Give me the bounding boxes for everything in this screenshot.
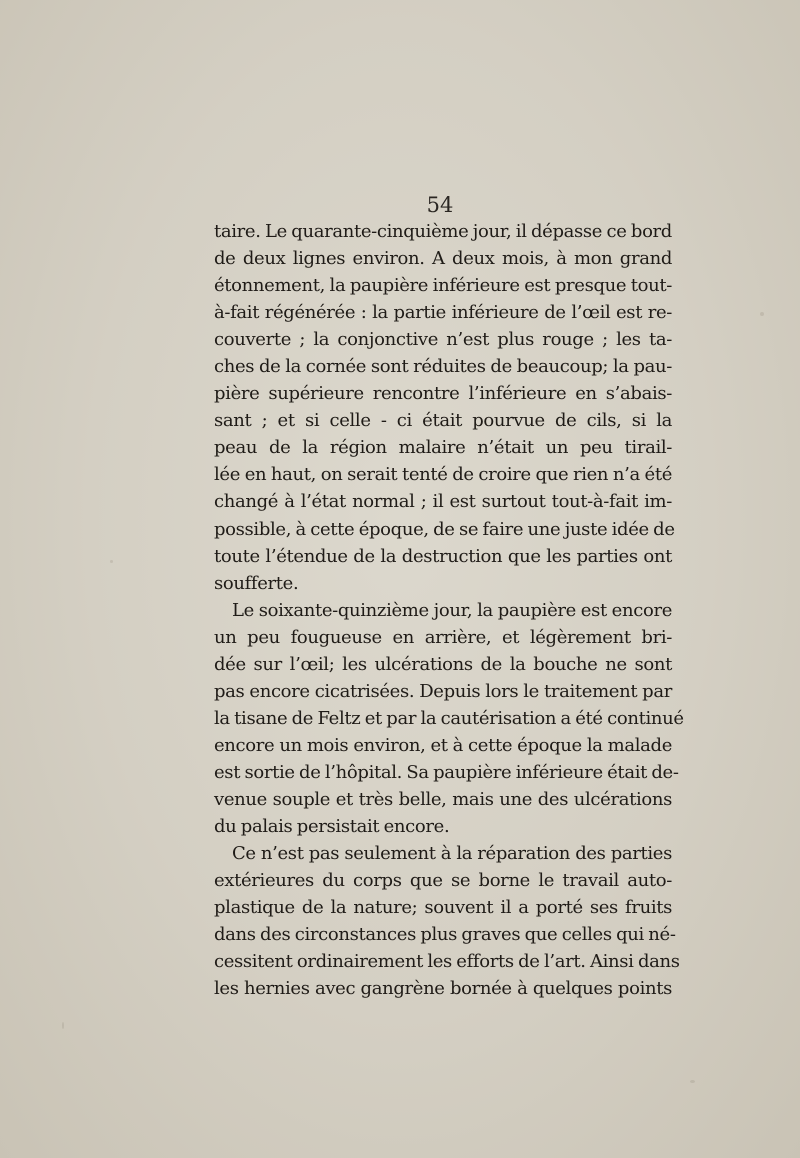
paragraph bbox=[214, 597, 684, 840]
paper-spot bbox=[110, 560, 113, 563]
text-line: est sortie de l’hôpital. Sa paupière inférieure était de- bbox=[214, 761, 679, 783]
text-line: un peu fougueuse en arrière, et légèrement bri- bbox=[214, 626, 672, 648]
text-line: ches de la cornée sont réduites de beaucoup; la pau- bbox=[214, 356, 672, 378]
text-line: encore un mois environ, et à cette époque la malade bbox=[214, 734, 672, 756]
text-line: dée sur l’œil; les ulcérations de la bouche ne sont bbox=[214, 653, 672, 675]
text-line: étonnement, la paupière inférieure est presque tout- bbox=[214, 275, 672, 297]
text-line: Ce n’est pas seulement à la réparation des parties bbox=[232, 843, 672, 865]
paper-spot bbox=[690, 1080, 695, 1083]
paper-spot bbox=[62, 1022, 64, 1029]
body-text bbox=[214, 218, 684, 1002]
text-line: taire. Le quarante-cinquième jour, il dépasse ce bord bbox=[214, 221, 672, 242]
text-line: possible, à cette époque, de se faire une juste idée de bbox=[214, 518, 675, 540]
text-line: pière supérieure rencontre l’inférieure en s’abais- bbox=[214, 383, 672, 405]
paper-spot bbox=[760, 312, 764, 316]
text-line: Le soixante-quinzième jour, la paupière est encore bbox=[232, 599, 672, 621]
text-line: cessitent ordinairement les efforts de l’art. Ainsi dans bbox=[214, 951, 680, 973]
text-line: peau de la région malaire n’était un peu tirail- bbox=[214, 437, 672, 459]
text-line: couverte ; la conjonctive n’est plus rouge ; les ta- bbox=[214, 329, 672, 351]
text-line: pas encore cicatrisées. Depuis lors le traitement par bbox=[214, 680, 672, 702]
text-line: toute l’étendue de la destruction que les parties ont bbox=[214, 545, 672, 567]
text-line: la tisane de Feltz et par la cautérisation a été continué bbox=[214, 707, 684, 729]
text-line: lée en haut, on serait tenté de croire que rien n’a été bbox=[214, 464, 672, 486]
text-line: dans des circonstances plus graves que celles qui né- bbox=[214, 924, 676, 946]
text-line: les hernies avec gangrène bornée à quelques points bbox=[214, 978, 672, 1000]
paragraph bbox=[214, 218, 675, 597]
text-line: sant ; et si celle - ci était pourvue de cils, si la bbox=[214, 410, 672, 432]
text-line: de deux lignes environ. A deux mois, à mon grand bbox=[214, 248, 672, 270]
page-number: 54 bbox=[426, 193, 454, 217]
text-line: soufferte. bbox=[214, 572, 299, 594]
text-line: extérieures du corps que se borne le travail auto- bbox=[214, 870, 672, 892]
text-line: venue souple et très belle, mais une des ulcérations bbox=[214, 788, 672, 810]
text-line: plastique de la nature; souvent il a porté ses fruits bbox=[214, 897, 672, 919]
paragraph bbox=[214, 840, 680, 1002]
text-line: du palais persistait encore. bbox=[214, 816, 450, 838]
text-line: changé à l’état normal ; il est surtout tout-à-fait im- bbox=[214, 491, 672, 513]
text-line: à-fait régénérée : la partie inférieure de l’œil est re- bbox=[214, 302, 672, 324]
